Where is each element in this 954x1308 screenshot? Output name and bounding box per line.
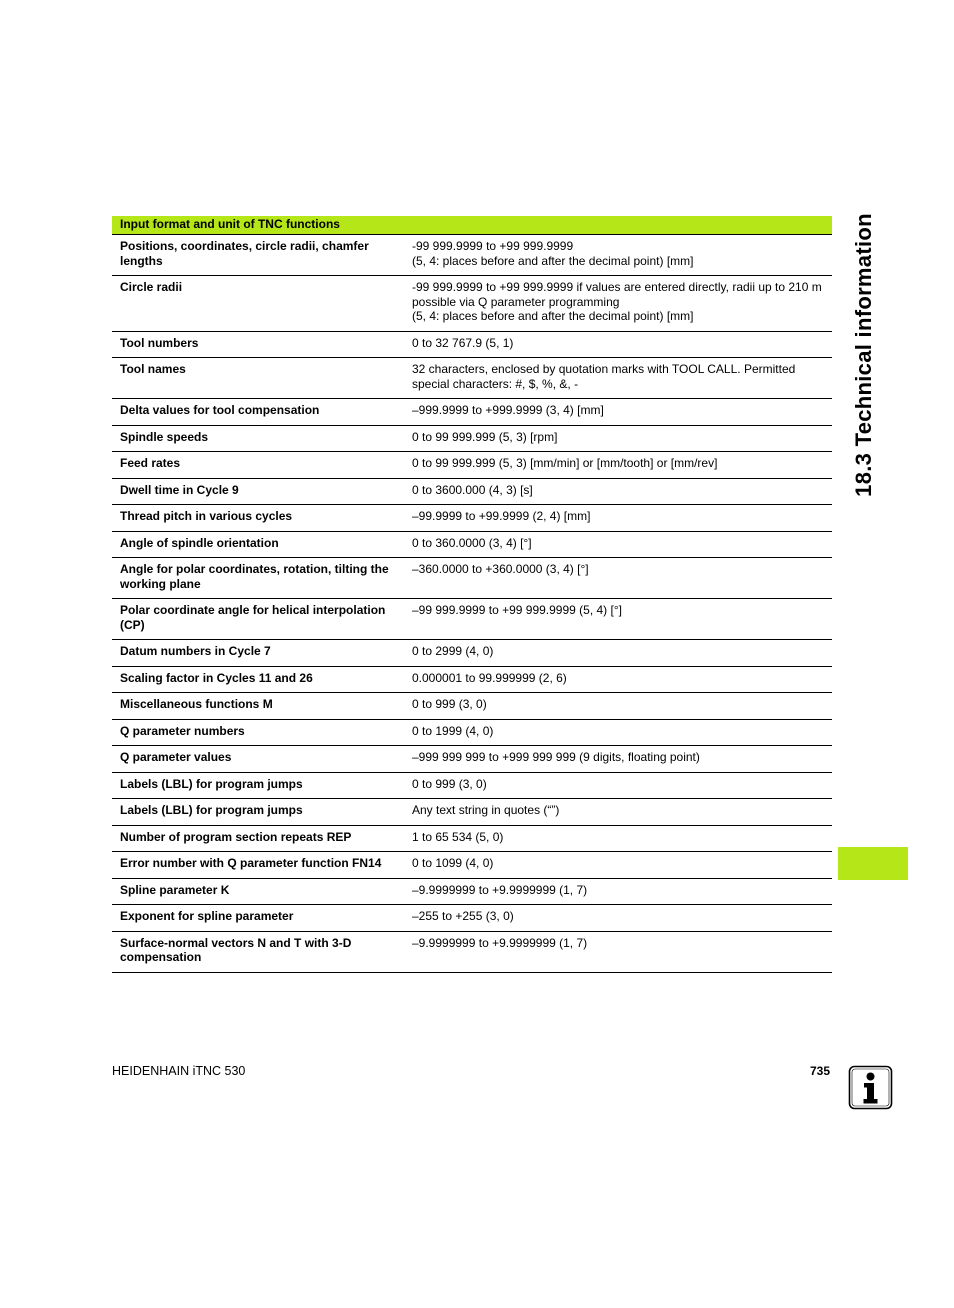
table-row [112, 399, 832, 426]
row-label: Tool numbers [112, 331, 404, 358]
row-value: –99 999.9999 to +99 999.9999 (5, 4) [°] [404, 599, 832, 640]
row-value: 0 to 360.0000 (3, 4) [°] [404, 531, 832, 558]
table-row [112, 878, 832, 905]
row-value: –9.9999999 to +9.9999999 (1, 7) [404, 878, 832, 905]
row-value: -99 999.9999 to +99 999.9999 if values are entered directly, radii up to 210 m possible via Q parameter programming (5, 4: places before and after the decimal point) [mm] [404, 276, 832, 332]
row-label: Thread pitch in various cycles [112, 505, 404, 532]
row-label: Angle for polar coordinates, rotation, tilting the working plane [112, 558, 404, 599]
table-row [112, 452, 832, 479]
row-label: Labels (LBL) for program jumps [112, 799, 404, 826]
table-row [112, 558, 832, 599]
row-label: Positions, coordinates, circle radii, chamfer lengths [112, 235, 404, 276]
table-row [112, 799, 832, 826]
page-number: 735 [809, 1064, 830, 1078]
table-row [112, 905, 832, 932]
table-row [112, 505, 832, 532]
table-body [112, 235, 832, 973]
row-label: Labels (LBL) for program jumps [112, 772, 404, 799]
row-value: –999.9999 to +999.9999 (3, 4) [mm] [404, 399, 832, 426]
row-value: 1 to 65 534 (5, 0) [404, 825, 832, 852]
side-chapter-title [844, 214, 884, 496]
table-row [112, 640, 832, 667]
row-label: Feed rates [112, 452, 404, 479]
table-row [112, 931, 832, 972]
row-value: 0 to 999 (3, 0) [404, 693, 832, 720]
row-value: –9.9999999 to +9.9999999 (1, 7) [404, 931, 832, 972]
row-label: Dwell time in Cycle 9 [112, 478, 404, 505]
row-value: 0 to 1999 (4, 0) [404, 719, 832, 746]
table-row [112, 531, 832, 558]
row-label: Spline parameter K [112, 878, 404, 905]
row-label: Error number with Q parameter function FN14 [112, 852, 404, 879]
row-value: 0 to 32 767.9 (5, 1) [404, 331, 832, 358]
table-row [112, 666, 832, 693]
table-row [112, 425, 832, 452]
row-label: Number of program section repeats REP [112, 825, 404, 852]
table-row [112, 772, 832, 799]
info-icon [848, 1065, 893, 1110]
row-value: 0 to 3600.000 (4, 3) [s] [404, 478, 832, 505]
technical-data-table [112, 216, 832, 973]
row-value: 0 to 99 999.999 (5, 3) [rpm] [404, 425, 832, 452]
row-label: Tool names [112, 358, 404, 399]
table-row [112, 719, 832, 746]
side-chapter-title-text: 18.3 Technical information [851, 213, 876, 497]
row-value: 0 to 999 (3, 0) [404, 772, 832, 799]
table-row [112, 693, 832, 720]
row-value: Any text string in quotes (“”) [404, 799, 832, 826]
row-label: Datum numbers in Cycle 7 [112, 640, 404, 667]
table-row [112, 599, 832, 640]
chapter-tab-marker [838, 847, 908, 880]
row-label: Q parameter numbers [112, 719, 404, 746]
row-value: –999 999 999 to +999 999 999 (9 digits, floating point) [404, 746, 832, 773]
row-value: 0.000001 to 99.999999 (2, 6) [404, 666, 832, 693]
row-value: 0 to 1099 (4, 0) [404, 852, 832, 879]
row-label: Miscellaneous functions M [112, 693, 404, 720]
table-row [112, 331, 832, 358]
row-value: 32 characters, enclosed by quotation marks with TOOL CALL. Permitted special characters: #, $, %, &, - [404, 358, 832, 399]
table-row [112, 358, 832, 399]
row-value: –360.0000 to +360.0000 (3, 4) [°] [404, 558, 832, 599]
row-label: Angle of spindle orientation [112, 531, 404, 558]
row-label: Exponent for spline parameter [112, 905, 404, 932]
table-row [112, 478, 832, 505]
row-value: 0 to 99 999.999 (5, 3) [mm/min] or [mm/tooth] or [mm/rev] [404, 452, 832, 479]
row-label: Polar coordinate angle for helical interpolation (CP) [112, 599, 404, 640]
table-header: Input format and unit of TNC functions [112, 216, 832, 235]
table-row [112, 276, 832, 332]
row-value: –255 to +255 (3, 0) [404, 905, 832, 932]
footer-product-name: HEIDENHAIN iTNC 530 [112, 1064, 246, 1078]
row-label: Spindle speeds [112, 425, 404, 452]
table-row [112, 825, 832, 852]
row-label: Circle radii [112, 276, 404, 332]
table-header-row [112, 216, 832, 235]
table-row [112, 235, 832, 276]
row-label: Scaling factor in Cycles 11 and 26 [112, 666, 404, 693]
table-row [112, 746, 832, 773]
row-value: 0 to 2999 (4, 0) [404, 640, 832, 667]
row-label: Delta values for tool compensation [112, 399, 404, 426]
row-value: –99.9999 to +99.9999 (2, 4) [mm] [404, 505, 832, 532]
row-label: Q parameter values [112, 746, 404, 773]
row-label: Surface-normal vectors N and T with 3-D compensation [112, 931, 404, 972]
row-value: -99 999.9999 to +99 999.9999 (5, 4: places before and after the decimal point) [mm] [404, 235, 832, 276]
table-row [112, 852, 832, 879]
